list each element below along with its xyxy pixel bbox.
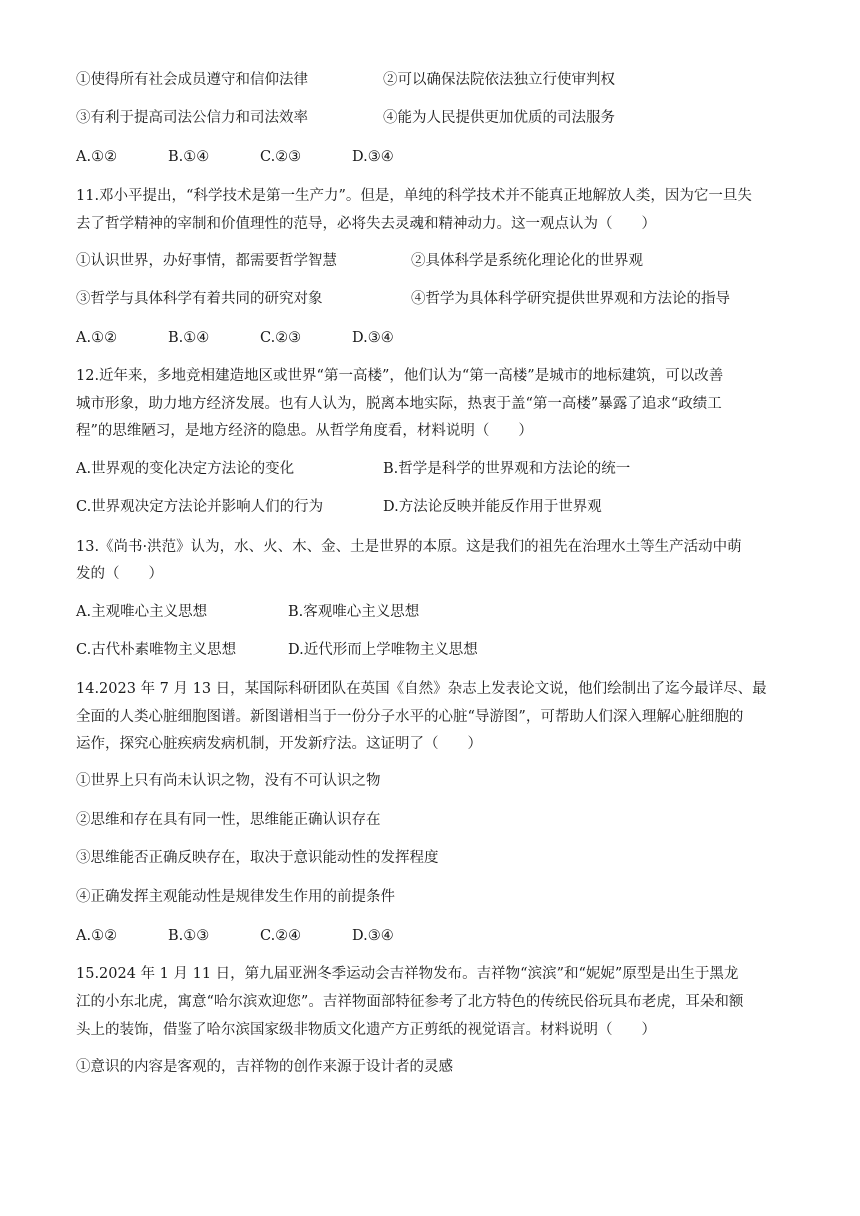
q12-stem-line-1: 12.近年来，多地竞相建造地区或世界“第一高楼”，他们认为“第一高楼”是城市的地标建筑，可以改善	[76, 368, 724, 384]
q15-stem-line-1: 15.2024 年 1 月 11 日，第九届亚洲冬季运动会吉祥物发布。吉祥物“滨滨”和“妮妮”原型是出生于黑龙	[76, 966, 739, 982]
q10-option-3: ③有利于提高司法公信力和司法效率	[76, 110, 308, 126]
q11-answer-c: C.②③	[260, 330, 302, 346]
q14-option-1: ①世界上只有尚未认识之物，没有不可认识之物	[76, 773, 381, 789]
q11-option-3: ③哲学与具体科学有着共同的研究对象	[76, 291, 323, 307]
q10-option-2: ②可以确保法院依法独立行使审判权	[383, 72, 615, 88]
q12-stem-line-3: 程”的思维陋习，是地方经济的隐患。从哲学角度看，材料说明（ ）	[76, 423, 533, 439]
q15-stem-line-3: 头上的装饰，借鉴了哈尔滨国家级非物质文化遗产方正剪纸的视觉语言。材料说明（ ）	[76, 1022, 656, 1038]
q15-stem-line-2: 江的小东北虎，寓意“哈尔滨欢迎您”。吉祥物面部特征参考了北方特色的传统民俗玩具布老虎，耳朵和额	[76, 994, 744, 1010]
q12-option-b: B.哲学是科学的世界观和方法论的统一	[383, 461, 631, 477]
q11-option-1: ①认识世界，办好事情，都需要哲学智慧	[76, 253, 337, 269]
q13-option-c: C.古代朴素唯物主义思想	[76, 642, 237, 658]
q14-option-3: ③思维能否正确反映存在，取决于意识能动性的发挥程度	[76, 850, 439, 866]
q12-option-d: D.方法论反映并能反作用于世界观	[383, 499, 602, 515]
q12-option-a: A.世界观的变化决定方法论的变化	[76, 461, 295, 477]
q13-stem-line-2: 发的（ ）	[76, 566, 163, 582]
q13-option-d: D.近代形而上学唯物主义思想	[288, 642, 478, 658]
q13-option-a: A.主观唯心主义思想	[76, 604, 208, 620]
q10-answer-d: D.③④	[352, 149, 394, 165]
q12-stem-line-2: 城市形象，助力地方经济发展。也有人认为，脱离本地实际，热衷于盖“第一高楼”暴露了追求“政绩工	[76, 396, 722, 412]
q10-option-4: ④能为人民提供更加优质的司法服务	[383, 110, 615, 126]
q14-option-2: ②思维和存在具有同一性，思维能正确认识存在	[76, 812, 381, 828]
q10-answer-c: C.②③	[260, 149, 302, 165]
q11-option-2: ②具体科学是系统化理论化的世界观	[411, 253, 643, 269]
q14-answer-b: B.①③	[168, 928, 210, 944]
q15-option-1: ①意识的内容是客观的，吉祥物的创作来源于设计者的灵感	[76, 1059, 453, 1075]
q14-stem-line-1: 14.2023 年 7 月 13 日，某国际科研团队在英国《自然》杂志上发表论文说，他们绘制出了迄今最详尽、最	[76, 681, 767, 697]
q14-answer-d: D.③④	[352, 928, 394, 944]
q11-answer-b: B.①④	[168, 330, 210, 346]
q14-answer-a: A.①②	[76, 928, 118, 944]
q10-answer-b: B.①④	[168, 149, 210, 165]
q14-stem-line-2: 全面的人类心脏细胞图谱。新图谱相当于一份分子水平的心脏“导游图”，可帮助人们深入理解心脏细胞的	[76, 709, 744, 725]
q14-stem-line-3: 运作，探究心脏疾病发病机制，开发新疗法。这证明了（ ）	[76, 736, 482, 752]
q12-option-c: C.世界观决定方法论并影响人们的行为	[76, 499, 324, 515]
q13-option-b: B.客观唯心主义思想	[288, 604, 420, 620]
q11-option-4: ④哲学为具体科学研究提供世界观和方法论的指导	[411, 291, 730, 307]
q13-stem-line-1: 13.《尚书·洪范》认为，水、火、木、金、土是世界的本原。这是我们的祖先在治理水土等生产活动中萌	[76, 539, 742, 555]
q11-answer-d: D.③④	[352, 330, 394, 346]
q11-stem-line-2: 去了哲学精神的宰制和价值理性的范导，必将失去灵魂和精神动力。这一观点认为（ ）	[76, 216, 656, 232]
q11-stem-line-1: 11.邓小平提出，“科学技术是第一生产力”。但是，单纯的科学技术并不能真正地解放人类，因为它一旦失	[76, 188, 752, 204]
q14-answer-c: C.②④	[260, 928, 302, 944]
q11-answer-a: A.①②	[76, 330, 118, 346]
q14-option-4: ④正确发挥主观能动性是规律发生作用的前提条件	[76, 889, 395, 905]
q10-option-1: ①使得所有社会成员遵守和信仰法律	[76, 72, 308, 88]
q10-answer-a: A.①②	[76, 149, 118, 165]
